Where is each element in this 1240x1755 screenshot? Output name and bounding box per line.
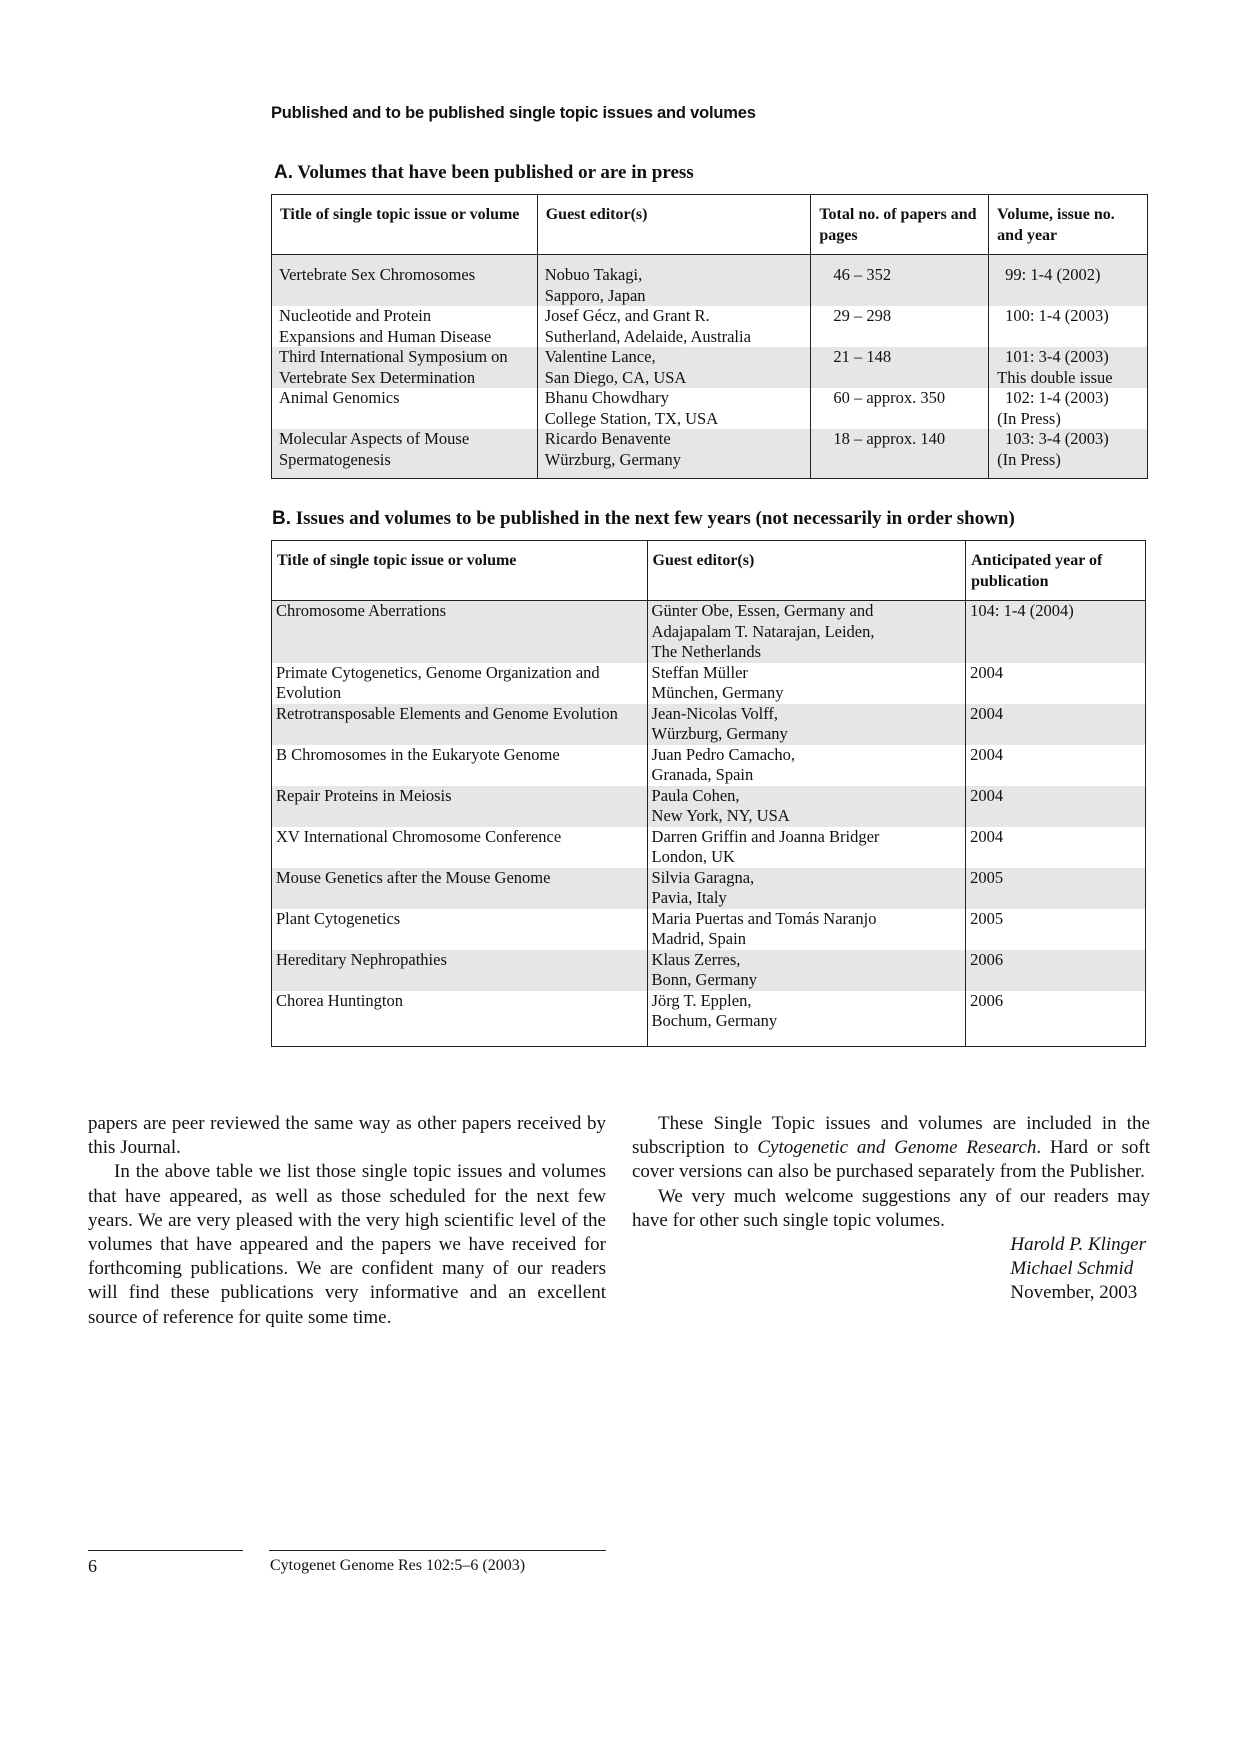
guest-editor-cell-line: Steffan Müller [651,662,748,682]
publication-year-cell: 2005 [966,868,1146,909]
publication-year-cell: 2004 [966,786,1146,827]
section-b-title [272,508,1015,530]
issue-title-cell-line: Vertebrate Sex Determination [279,367,476,387]
issue-title-cell-line: Molecular Aspects of Mouse [279,429,470,448]
guest-editor-cell-line: Bhanu Chowdhary [544,388,669,407]
column-header: Volume, issue no. and year [989,195,1148,255]
guest-editor-cell [647,601,966,663]
guest-editor-cell [647,663,966,704]
guest-editor-cell [537,306,811,347]
guest-editor-cell-line: Silvia Garagna, [651,867,755,887]
guest-editor-cell-line: Jean-Nicolas Volff, [651,703,779,723]
issue-title-cell-line: XV International Chromosome Conference [276,826,562,846]
table-row [272,601,1146,663]
issue-title-cell [272,347,538,388]
guest-editor-cell-line: Bonn, Germany [651,970,757,989]
column-header: Total no. of papers and pages [811,195,989,255]
table-row [272,347,1148,388]
publication-year-cell: 2004 [966,704,1146,745]
issue-title-cell [272,704,648,745]
papers-pages-cell: 46 – 352 [811,255,989,307]
table-row [272,745,1146,786]
issue-title-cell-line: B Chromosomes in the Eukaryote Genome [276,744,560,764]
volume-cell-line: 102: 1-4 (2003) [1005,388,1109,407]
guest-editor-cell-line: Sapporo, Japan [544,285,646,305]
column-header: Guest editor(s) [537,195,811,255]
volume-cell-line: (In Press) [997,408,1061,428]
guest-editor-cell-line: Günter Obe, Essen, Germany and [651,601,874,620]
issue-title-cell-line: Spermatogenesis [279,449,391,469]
volume-cell-line: 100: 1-4 (2003) [1005,306,1109,325]
guest-editor-cell [647,786,966,827]
guest-editor-cell-line: The Netherlands [651,642,762,661]
issue-title-cell-line: Primate Cytogenetics, Genome Organization and [276,662,600,682]
issue-title-cell-line: Nucleotide and Protein [279,306,432,325]
guest-editor-cell [647,827,966,868]
issue-title-cell [272,868,648,909]
table-row [272,909,1146,950]
issue-title-cell [272,663,648,704]
volume-cell [989,306,1148,347]
guest-editor-cell [647,704,966,745]
issue-title-cell [272,255,538,307]
table-row [272,429,1148,479]
guest-editor-cell-line: München, Germany [651,683,784,702]
section-b-title-text: Issues and volumes to be published in the next few years (not necessarily in order shown) [295,508,1015,529]
guest-editor-cell-line: Maria Puertas and Tomás Naranjo [651,908,877,928]
publication-year-cell: 104: 1-4 (2004) [966,601,1146,663]
guest-editor-cell [647,745,966,786]
body-text: These Single Topic issues and volumes are included in the subscription to [632,1113,1150,1159]
section-a-title [274,162,694,184]
publication-year-cell: 2005 [966,909,1146,950]
issue-title-cell-line: Third International Symposium on [279,347,508,366]
issue-title-cell-line: Evolution [276,683,342,702]
guest-editor-cell-line: Bochum, Germany [651,1011,778,1030]
papers-pages-cell: 21 – 148 [811,347,989,388]
guest-editor-cell [537,429,811,479]
guest-editor-cell-line: Granada, Spain [651,765,754,784]
column-header: Anticipated year of publication [966,541,1146,601]
issue-title-cell-line: Vertebrate Sex Chromosomes [279,265,476,284]
section-a-title-text: Volumes that have been published or are in press [297,162,694,183]
guest-editor-cell [537,388,811,429]
section-a-letter: A. [274,162,293,183]
publication-year-cell: 2006 [966,950,1146,991]
volume-cell-line: 101: 3-4 (2003) [1005,347,1109,366]
guest-editor-cell-line: Josef Gécz, and Grant R. [544,306,710,325]
journal-citation: Cytogenet Genome Res 102:5–6 (2003) [270,1557,526,1574]
section-b-letter: B. [272,508,291,529]
guest-editor-cell-line: Nobuo Takagi, [544,265,643,284]
issue-title-cell-line: Hereditary Nephropathies [276,949,447,969]
table-header-row [272,195,1148,255]
guest-editor-cell-line: Paula Cohen, [651,785,740,805]
guest-editor-cell-line: Juan Pedro Camacho, [651,744,795,764]
publication-year-cell: 2004 [966,745,1146,786]
issue-title-cell [272,429,538,479]
volume-cell-line: (In Press) [997,449,1061,469]
guest-editor-cell [537,347,811,388]
guest-editor-cell [647,991,966,1047]
guest-editor-cell-line: Pavia, Italy [651,888,727,907]
guest-editor-cell [647,909,966,950]
issue-title-cell [272,991,648,1047]
table-header-row [272,541,1146,601]
volume-cell-line: 99: 1-4 (2002) [1005,265,1101,284]
guest-editor-cell-line: Sutherland, Adelaide, Australia [544,326,751,346]
issue-title-cell [272,950,648,991]
papers-pages-cell: 60 – approx. 350 [811,388,989,429]
issue-title-cell [272,388,538,429]
table-row [272,786,1146,827]
guest-editor-cell-line: Würzburg, Germany [544,449,681,469]
issue-title-cell-line: Chorea Huntington [276,990,403,1010]
volume-cell-line: 103: 3-4 (2003) [1005,429,1109,448]
body-column-left [88,1112,606,1330]
table-row [272,663,1146,704]
guest-editor-cell-line: Darren Griffin and Joanna Bridger [651,826,880,846]
signature-date: November, 2003 [1010,1282,1138,1304]
guest-editor-cell-line: Jörg T. Epplen, [651,990,752,1010]
table-row [272,388,1148,429]
footer-rule [88,1550,243,1551]
guest-editor-cell-line: Adajapalam T. Natarajan, Leiden, [651,621,875,641]
table-row [272,991,1146,1047]
publication-year-cell: 2006 [966,991,1146,1047]
column-header: Title of single topic issue or volume [272,195,538,255]
guest-editor-cell [647,950,966,991]
guest-editor-cell-line: New York, NY, USA [651,806,790,825]
guest-editor-cell-line: San Diego, CA, USA [544,367,687,387]
issue-title-cell-line: Repair Proteins in Meiosis [276,785,452,805]
volume-cell [989,388,1148,429]
column-header: Guest editor(s) [647,541,966,601]
journal-name: Cytogenetic and Genome Research [757,1137,1037,1159]
volume-cell-line: This double issue [997,367,1113,387]
signature-block [632,1233,1146,1306]
guest-editor-cell-line: Valentine Lance, [544,347,656,366]
guest-editor-cell-line: Würzburg, Germany [651,724,788,743]
issue-title-cell [272,786,648,827]
page-heading: Published and to be published single topic issues and volumes [271,104,756,122]
footer-rule [269,1550,606,1551]
upcoming-volumes-table [271,540,1146,1047]
published-volumes-table [271,194,1148,479]
guest-editor-cell-line: College Station, TX, USA [544,408,719,428]
issue-title-cell-line: Chromosome Aberrations [276,601,447,620]
guest-editor-cell-line: Madrid, Spain [651,929,746,948]
column-header: Title of single topic issue or volume [272,541,648,601]
body-paragraph: In the above table we list those single topic issues and volumes that have appeared, as well as those scheduled for the next few years. We are very pleased with the very high scientific level of the volumes that have appeared and the papers we have received for forthcoming publications. We are confident many of our readers will find these publications very informative and an excellent source of reference for quite some time. [88,1161,606,1328]
body-text: . Hard or soft cover versions can also be purchased separately from the Publisher. [632,1137,1150,1183]
body-column-right [632,1112,1150,1306]
issue-title-cell [272,601,648,663]
issue-title-cell [272,745,648,786]
body-paragraph: papers are peer reviewed the same way as other papers received by this Journal. [88,1113,606,1159]
issue-title-cell-line: Plant Cytogenetics [276,908,401,928]
issue-title-cell-line: Retrotransposable Elements and Genome Evolution [276,703,618,723]
publication-year-cell: 2004 [966,663,1146,704]
signature-author: Michael Schmid [1010,1258,1134,1280]
issue-title-cell [272,827,648,868]
issue-title-cell-line: Mouse Genetics after the Mouse Genome [276,867,551,887]
body-paragraph: We very much welcome suggestions any of our readers may have for other such single topic volumes. [632,1185,1150,1231]
volume-cell [989,255,1148,307]
signature-author: Harold P. Klinger [1010,1234,1146,1256]
volume-cell [989,347,1148,388]
issue-title-cell [272,909,648,950]
issue-title-cell-line: Animal Genomics [279,388,400,407]
table-row [272,255,1148,307]
issue-title-cell-line: Expansions and Human Disease [279,326,492,346]
table-row [272,950,1146,991]
guest-editor-cell [647,868,966,909]
papers-pages-cell: 29 – 298 [811,306,989,347]
papers-pages-cell: 18 – approx. 140 [811,429,989,479]
body-paragraph [632,1112,1150,1185]
table-row [272,704,1146,745]
guest-editor-cell-line: Klaus Zerres, [651,949,741,969]
table-row [272,306,1148,347]
issue-title-cell [272,306,538,347]
page-number: 6 [88,1556,97,1576]
table-row [272,868,1146,909]
guest-editor-cell-line: London, UK [651,847,735,866]
volume-cell [989,429,1148,479]
guest-editor-cell [537,255,811,307]
publication-year-cell: 2004 [966,827,1146,868]
guest-editor-cell-line: Ricardo Benavente [544,429,671,448]
table-row [272,827,1146,868]
